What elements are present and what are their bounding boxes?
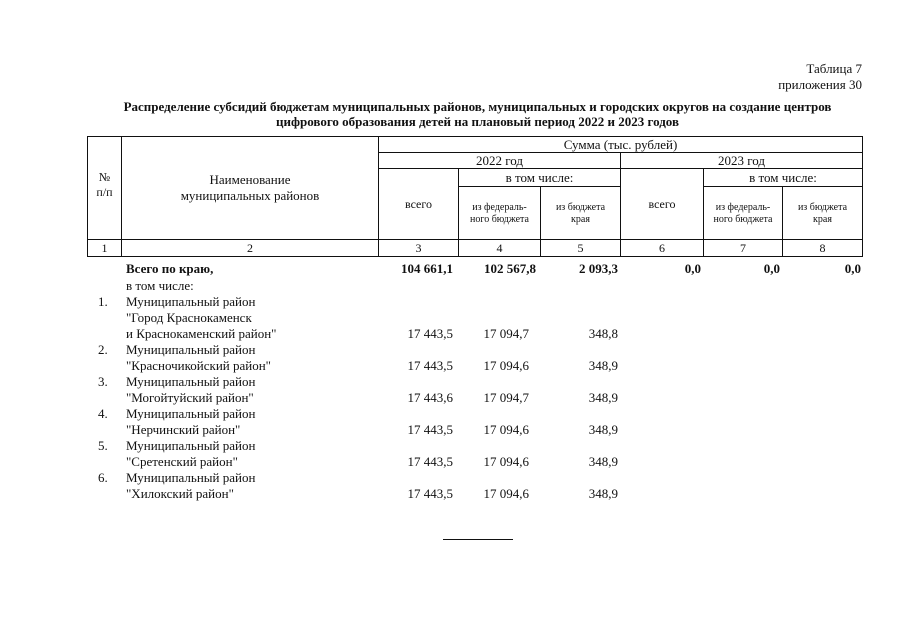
row-value-2022-all: 17 443,5 — [407, 454, 453, 469]
row-value-2022-all: 17 443,6 — [407, 390, 453, 405]
row-value-2022-regional: 348,9 — [588, 454, 618, 469]
total-value-2022-regional: 2 093,3 — [579, 261, 618, 276]
row-value-2022-federal: 17 094,6 — [483, 422, 529, 437]
col-number-7: 7 — [740, 241, 746, 255]
row-name: Муниципальный район "Город Краснокаменск и Краснокаменский район" — [126, 294, 277, 341]
row-name: Муниципальный район "Могойтуйский район" — [126, 374, 256, 405]
header-name: Наименование муниципальных районов — [180, 172, 320, 203]
row-name: Муниципальный район "Красночикойский район" — [126, 342, 271, 373]
total-value-2023-federal: 0,0 — [763, 261, 780, 276]
row-name: Муниципальный район "Хилокский район" — [126, 470, 256, 501]
header-year-2022: 2022 год — [476, 153, 523, 168]
row-number: 5. — [98, 438, 108, 453]
header-federal-2022: из федераль- ного бюджета — [470, 202, 529, 225]
row-value-2022-federal: 17 094,6 — [483, 358, 529, 373]
row-value-2022-federal: 17 094,6 — [483, 486, 529, 501]
row-name: Муниципальный район "Нерчинский район" — [126, 406, 256, 437]
table-number: Таблица 7 — [806, 61, 862, 76]
total-label: Всего по краю, — [126, 261, 214, 276]
header-regional-2023: из бюджета края — [797, 202, 848, 225]
row-value-2022-regional: 348,8 — [588, 326, 618, 341]
col-number-6: 6 — [659, 241, 665, 255]
header-year-2023: 2023 год — [718, 153, 765, 168]
header-including-2022: в том числе: — [505, 170, 574, 185]
row-value-2022-federal: 17 094,7 — [483, 326, 529, 341]
document-title-line1: Распределение субсидий бюджетам муниципальных районов, муниципальных и городских округов на создание центров — [123, 99, 832, 114]
col-number-4: 4 — [496, 241, 503, 255]
total-value-2023-all: 0,0 — [684, 261, 701, 276]
row-value-2022-all: 17 443,5 — [407, 422, 453, 437]
row-number: 4. — [98, 406, 108, 421]
row-number: 2. — [98, 342, 108, 357]
total-value-2022-federal: 102 567,8 — [484, 261, 536, 276]
header-sum: Сумма (тыс. рублей) — [563, 137, 678, 152]
row-number: 6. — [98, 470, 108, 485]
header-regional-2022: из бюджета края — [555, 202, 606, 225]
appendix-label: приложения 30 — [778, 77, 862, 92]
row-value-2022-regional: 348,9 — [588, 390, 618, 405]
row-number: 1. — [98, 294, 108, 309]
row-value-2022-federal: 17 094,6 — [483, 454, 529, 469]
total-sublabel: в том числе: — [126, 278, 194, 293]
header-number: № п/п — [96, 170, 113, 199]
col-number-3: 3 — [415, 241, 422, 255]
row-value-2022-federal: 17 094,7 — [483, 390, 529, 405]
row-value-2022-regional: 348,9 — [588, 422, 618, 437]
row-name: Муниципальный район "Сретенский район" — [126, 438, 256, 469]
row-value-2022-all: 17 443,5 — [407, 486, 453, 501]
col-number-1: 1 — [101, 241, 108, 255]
header-including-2023: в том числе: — [749, 170, 817, 185]
row-value-2022-all: 17 443,5 — [407, 326, 453, 341]
total-value-2022-all: 104 661,1 — [401, 261, 453, 276]
header-federal-2023: из федераль- ного бюджета — [713, 202, 773, 225]
row-number: 3. — [98, 374, 108, 389]
header-total-2023: всего — [648, 197, 676, 211]
document-title-line2: цифрового образования детей на плановый период 2022 и 2023 годов — [276, 114, 679, 129]
row-value-2022-regional: 348,9 — [588, 486, 618, 501]
col-number-5: 5 — [577, 241, 584, 255]
col-number-8: 8 — [819, 241, 826, 255]
row-value-2022-all: 17 443,5 — [407, 358, 453, 373]
col-number-2: 2 — [247, 241, 253, 255]
row-value-2022-regional: 348,9 — [588, 358, 618, 373]
end-separator-line — [443, 539, 513, 540]
total-value-2023-regional: 0,0 — [844, 261, 861, 276]
header-total-2022: всего — [404, 197, 433, 211]
